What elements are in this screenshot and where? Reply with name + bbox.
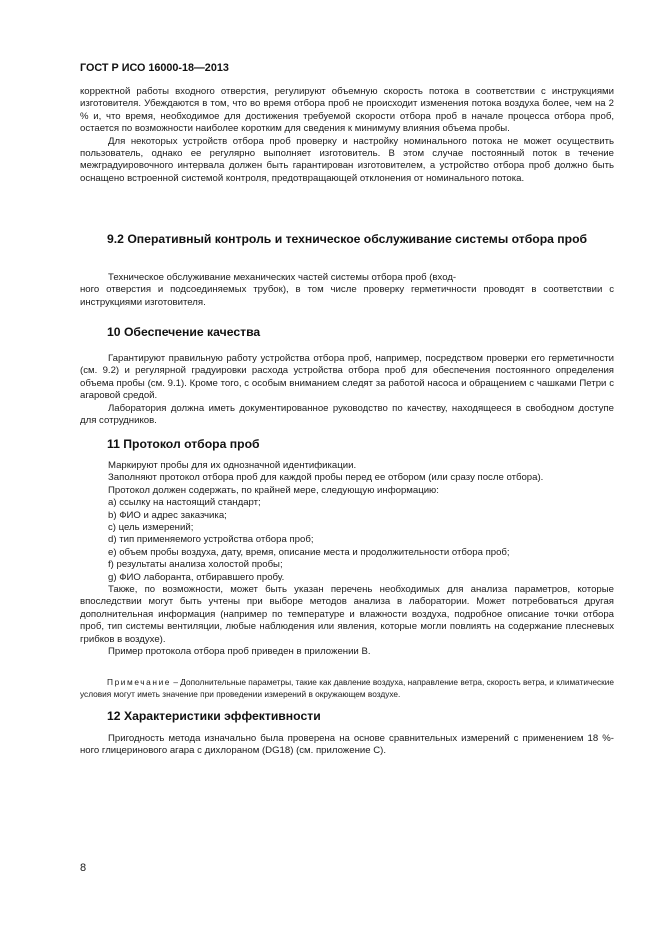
list-item: f) результаты анализа холостой пробы; (108, 559, 283, 571)
standard-header: ГОСТ Р ИСО 16000-18—2013 (80, 62, 229, 74)
note-label: Примечание (107, 677, 172, 687)
list-item: g) ФИО лаборанта, отбиравшего пробу. (108, 571, 285, 583)
paragraph: Пример протокола отбора проб приведен в приложении B. (108, 646, 371, 658)
paragraph: корректной работы входного отверстия, регулируют объемную скорость потока в соответствии с инструкциями изготовителя. Убеждаются в том, что во время отбора проб не происходит изменения потока воздуха более, чем на 2 % и, что время, необходимое для достижения требуемой скорости отбора проб в начале процесса отбора проб, остается по возможности наиболее коротким для сведения к минимуму влияния объема пробы. (80, 86, 614, 135)
note-text: – Дополнительные параметры, такие как давление воздуха, направление ветра, скорость ветра, и климатические условия могут иметь значение при проведении измерений в окружающем воздухе. (80, 677, 614, 699)
section-12-heading (80, 708, 614, 724)
section-10-heading (80, 324, 614, 340)
paragraph: ного отверстия и подсоединяемых трубок), в том числе проверку герметичности проводят в соответствии с инструкциями изготовителя. (80, 284, 614, 308)
section-10-body (80, 353, 614, 427)
list-item: b) ФИО и адрес заказчика; (108, 509, 227, 521)
section-12-body (80, 733, 614, 758)
paragraph: Лаборатория должна иметь документированное руководство по качеству, находящееся в свободном доступе для сотрудников. (80, 402, 614, 427)
section-title: 11 Протокол отбора проб (107, 437, 260, 451)
list-item: d) тип применяемого устройства отбора проб; (108, 534, 314, 546)
paragraph: Также, по возможности, может быть указан перечень необходимых для анализа параметров, которые впоследствии могут быть учтены при выборе методов анализа в лаборатории. Может потребоваться другая дополнительная информация (например по температуре и влажности воздуха, подробное описание точки отбора проб, тип системы вентиляции, любые наблюдения или явления, которые могли повлиять на содержание плесневых грибков в воздухе). (80, 584, 614, 645)
section-continuation (80, 86, 614, 185)
list-item: a) ссылку на настоящий стандарт; (108, 497, 261, 509)
section-9-2-body (80, 272, 614, 309)
paragraph: Заполняют протокол отбора проб для каждой пробы перед ее отбором (или сразу после отбора). (108, 472, 544, 484)
list-item: e) объем пробы воздуха, дату, время, описание места и продолжительности отбора проб; (108, 546, 510, 558)
section-title: 9.2 Оперативный контроль и техническое обслуживание системы отбора проб (107, 232, 588, 246)
paragraph: Пригодность метода изначально была проверена на основе сравнительных измерений с применением 18 %-ного глицеринового агара с дихлораном (DG18) (см. приложение C). (80, 733, 614, 757)
paragraph: Маркируют пробы для их однозначной идентификации. (108, 460, 357, 471)
paragraph: Гарантируют правильную работу устройства отбора проб, например, посредством проверки его герметичности (см. 9.2) и регулярной градуировки расхода устройства отбора проб для обеспечения постоянного определения объема пробы (см. 9.1). Кроме того, с особым вниманием следят за работой насоса и обращением с чашками Петри с агаровой средой. (80, 353, 614, 402)
page-number: 8 (80, 862, 87, 874)
section-title: 12 Характеристики эффективности (107, 709, 321, 723)
note (80, 676, 614, 700)
paragraph: Для некоторых устройств отбора проб проверку и настройку номинального потока не может осуществить пользователь, однако ее регулярно выполняет изготовитель. В этом случае постоянный поток в течение межградуировочного интервала должен быть гарантирован изготовителем, а устройство отбора проб должно быть оснащено встроенной системой контроля, предотвращающей отклонения от номинального потока. (80, 135, 614, 184)
section-11-body (80, 460, 614, 659)
section-11-heading (80, 436, 614, 452)
paragraph: Техническое обслуживание механических частей системы отбора проб (вход- (108, 272, 457, 283)
paragraph: Протокол должен содержать, по крайней мере, следующую информацию: (108, 484, 439, 496)
list-item: c) цель измерений; (108, 522, 194, 534)
section-title: 10 Обеспечение качества (107, 325, 261, 339)
section-9-2-heading (80, 231, 614, 247)
